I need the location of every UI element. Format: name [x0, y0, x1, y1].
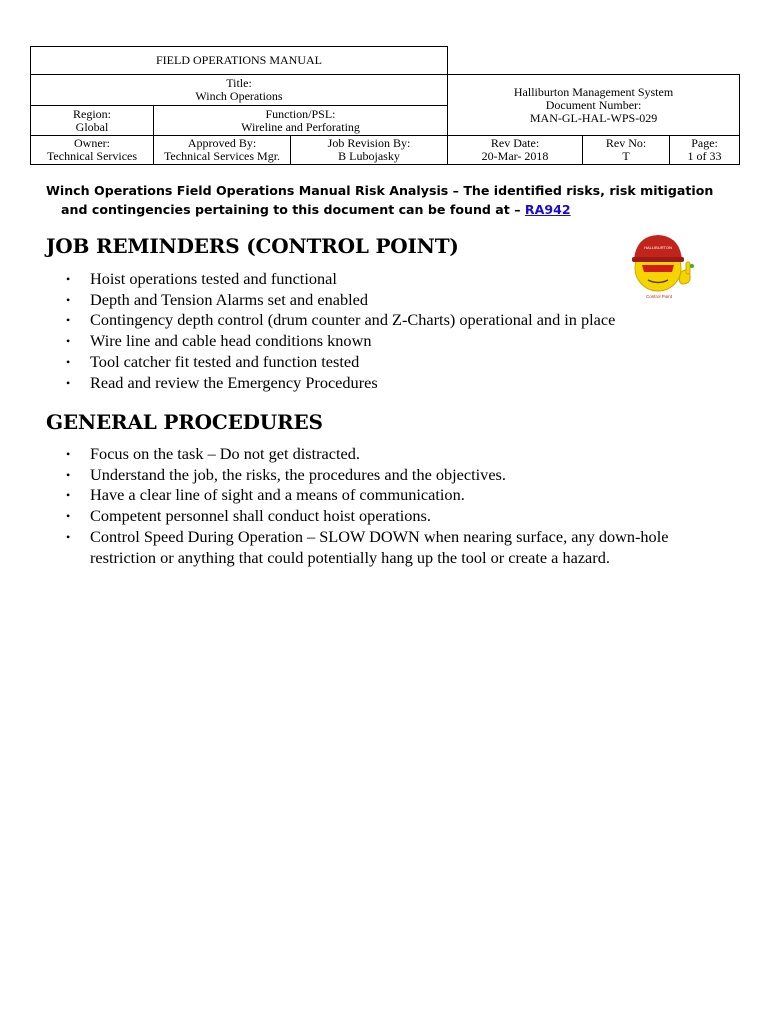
rev-date-cell: [448, 136, 583, 165]
ra942-link[interactable]: RA942: [524, 202, 571, 217]
bullet-icon: •: [66, 272, 71, 286]
general-procedures-heading: GENERAL PROCEDURES: [46, 410, 323, 434]
doc-number: MAN-GL-HAL-WPS-029: [529, 110, 658, 125]
bullet-icon: •: [66, 467, 71, 482]
doc-number-label: Document Number:: [545, 97, 642, 112]
risk-line-1: Winch Operations Field Operations Manual Risk Analysis – The identified risks, risk mitigation: [46, 183, 714, 198]
list-item: • Tool catcher fit tested and function tested: [66, 351, 360, 371]
risk-analysis-note: [46, 181, 746, 219]
rev-no-cell: [583, 136, 670, 165]
bullet-icon: •: [66, 292, 71, 307]
list-item: • Focus on the task – Do not get distracted.: [66, 444, 360, 463]
list-item: • Control Speed During Operation – SLOW DOWN when nearing surface, any down-hole restriction or anything that could potentially hang up the tool or create a hazard.: [66, 526, 669, 567]
bullet-icon: •: [66, 313, 71, 328]
document-title-cell: [31, 75, 448, 106]
title-label: Title:: [226, 76, 252, 90]
approved-label: Approved By:: [187, 136, 257, 150]
bullet-icon: •: [66, 447, 71, 461]
document-header-table: [30, 46, 740, 165]
rev-no-value: T: [622, 149, 630, 163]
list-item: • Read and review the Emergency Procedures: [66, 372, 378, 392]
page-label: Page:: [691, 136, 718, 150]
list-item: • Depth and Tension Alarms set and enabled: [66, 289, 368, 309]
bullet-icon: •: [66, 334, 71, 349]
owner-value: Technical Services: [46, 149, 138, 163]
page-cell: [670, 136, 740, 165]
approved-cell: [154, 136, 291, 165]
function-label: Function/PSL:: [265, 106, 336, 121]
list-item: • Contingency depth control (drum counter and Z-Charts) operational and in place: [66, 310, 616, 330]
mascot-hat-text: HALLIBURTON: [644, 245, 672, 250]
job-revision-label: Job Revision By:: [327, 136, 411, 150]
rev-date-value: 20-Mar- 2018: [481, 149, 549, 163]
list-item: • Hoist operations tested and functional: [66, 269, 337, 288]
manual-title-cell: FIELD OPERATIONS MANUAL: [31, 47, 448, 75]
owner-label: Owner:: [74, 136, 110, 150]
job-reminders-heading: JOB REMINDERS (CONTROL POINT): [46, 234, 459, 258]
region-cell: [31, 106, 154, 136]
mascot-caption: Control Point: [645, 294, 673, 299]
approved-value: Technical Services Mgr.: [163, 149, 281, 163]
page-value: 1 of 33: [687, 149, 722, 163]
management-system-cell: [448, 75, 740, 136]
owner-cell: [31, 136, 154, 165]
system-name: Halliburton Management System: [513, 84, 674, 99]
function-cell: [154, 106, 448, 136]
bullet-icon: •: [66, 488, 71, 503]
rev-no-label: Rev No:: [605, 136, 647, 150]
bullet-icon: •: [66, 375, 71, 390]
bullet-icon: •: [66, 354, 71, 369]
job-revision-value: B Lubojasky: [338, 149, 400, 163]
region-label: Region:: [73, 106, 111, 121]
risk-line-2-text: and contingencies pertaining to this document can be found at –: [61, 202, 525, 217]
region-value: Global: [75, 119, 109, 134]
bullet-icon: •: [66, 529, 71, 544]
list-item: • Understand the job, the risks, the procedures and the objectives.: [66, 464, 506, 484]
title-value: Winch Operations: [195, 89, 283, 103]
rev-date-label: Rev Date:: [490, 136, 540, 150]
list-item: • Competent personnel shall conduct hoist operations.: [66, 506, 431, 526]
bullet-icon: •: [66, 509, 71, 524]
risk-line-2: [46, 200, 746, 219]
general-procedures-list: [64, 444, 734, 568]
function-value: Wireline and Perforating: [241, 119, 360, 134]
job-reminders-list: [64, 269, 734, 393]
list-item: • Have a clear line of sight and a means of communication.: [66, 485, 465, 505]
job-revision-cell: [291, 136, 448, 165]
list-item: • Wire line and cable head conditions known: [66, 331, 372, 351]
